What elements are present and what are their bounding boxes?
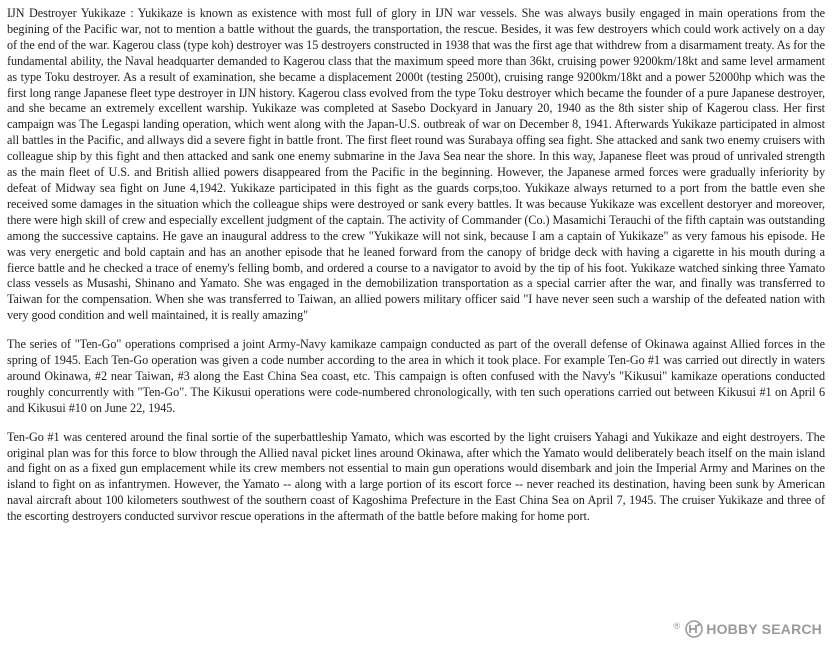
paragraph-yukikaze-history: IJN Destroyer Yukikaze : Yukikaze is known as existence with most full of glory in IJN war vessels. She was always busily engaged in main operations from the begining of the Pacific war, not to mention a battle without the guards, the transportation, the rescue. Besides, it was few destroyers which could work actively on a day of the end of the war. Kagerou class (type koh) destroyer was 15 destroyers constructed in 1938 that was the first age that withdrew from a disarmament treaty. As for the fundamental ability, the Naval headquarter demanded to Kagerou class that the maximum speed more than 36kt, cruising power 9200km/18kt and same level armament as type Toku destroyer. As a result of examination, she became a displacement 2000t (testing 2500t), cruising range 9200km/18kt and a power 52000hp which was the first long range Japanese fleet type destroyer in IJN history. Kagerou class evolved from the type Toku destroyer which became the founder of a pure Japanese destroyer, and she became an extremely excellent warship. Yukikaze was completed at Sasebo Dockyard in January 20, 1940 as the 8th sister ship of Kagerou class. Her first campaign was The Legaspi landing operation, which went along with the Japan-U.S. outbreak of war on December 8, 1941. Afterwards Yukikaze participated in almost all battles in the Pacific, and allways did a severe fight in battle front. The first fleet round was Surabaya offing sea fight. She attacked and sank two enemy cruisers with colleague ship by this fight and then attacked and sank one enemy submarine in the Java Sea near the shore. In this way, Japanese fleet was proud of unrivaled strength as the main fleet of U.S. and British allied powers disappeared from the Pacific in the beginning. However, the Japanese armed forces were gradually inferiority by defeat of Midway sea fight on June 4,1942. Yukikaze participated in this fight as the guards corps,too. Yukikaze always returned to a port from the battle even she received some damages in the situation which the colleague ships were destroyed or sank every battles. It was because Yukikaze was excellent destoryer and moreover, there were high skill of crew and especially excellent judgment of the captain. The activity of Commander (Co.) Masamichi Terauchi of the fifth captain was outstanding among the successive captains. He gave an inaugural address to the crew "Yukikaze will not sink, because I am a captain of Yukikaze" as very famous his episode. He was very energetic and bold captain and has an another episode that he leaned forward from the canopy of bridge deck with having a cigarette in his mouth during a fierce battle and he checked a trace of enemy's felling bomb, and ordered a course to a navigator to avoid by the tip of his foot. Yukikaze watched sinking three Yamato class vessels as Musashi, Shinano and Yamato. She was engaged in the demobilization transportation as a special carrier after the war, and finally was transferred to Taiwan for the compensation. When she was transferred to Taiwan, an allied powers military officer said "I have never seen such a warship of the defeated nation with very good condition and well maintained, it is really amazing"	[7, 6, 825, 323]
document-body	[7, 6, 825, 525]
watermark-brand-text: HOBBY SEARCH	[706, 621, 822, 637]
registered-mark: ®	[673, 621, 681, 631]
hobbysearch-watermark	[673, 620, 822, 638]
paragraph-ten-go-1: Ten-Go #1 was centered around the final sortie of the superbattleship Yamato, which was escorted by the light cruisers Yahagi and Yukikaze and eight destroyers. The original plan was for this force to blow through the Allied naval picket lines around Okinawa, after which the Yamato would deliberately beach itself on the main island and fight on as a fixed gun emplacement while its crew members not essential to main gun operations would disembark and join the Imperial Army and Marines on the island to fight on as infantrymen. However, the Yamato -- along with a large portion of its escort force -- never reached its destination, having been sunk by American naval aircraft about 100 kilometers southwest of the southern coast of Kagoshima Prefecture in the East China Sea on April 7, 1945. The cruiser Yukikaze and three of the escorting destroyers conducted survivor rescue operations in the aftermath of the battle before making for home port.	[7, 429, 825, 524]
hobbysearch-logo-icon	[685, 620, 703, 638]
paragraph-ten-go-operations: The series of "Ten-Go" operations comprised a joint Army-Navy kamikaze campaign conducted as part of the overall defense of Okinawa against Allied forces in the spring of 1945. Each Ten-Go operation was given a code number according to the area in which it took place. For example Ten-Go #1 was carried out directly in waters around Okinawa, #2 near Taiwan, #3 along the East China Sea coast, etc. This campaign is often confused with the Navy's "Kikusui" kamikaze operations conducted roughly concurrently with "Ten-Go". The Kikusui operations were code-numbered chronologically, with ten such operations carried out between Kikusui #1 on April 6 and Kikusui #10 on June 22, 1945.	[7, 337, 825, 415]
